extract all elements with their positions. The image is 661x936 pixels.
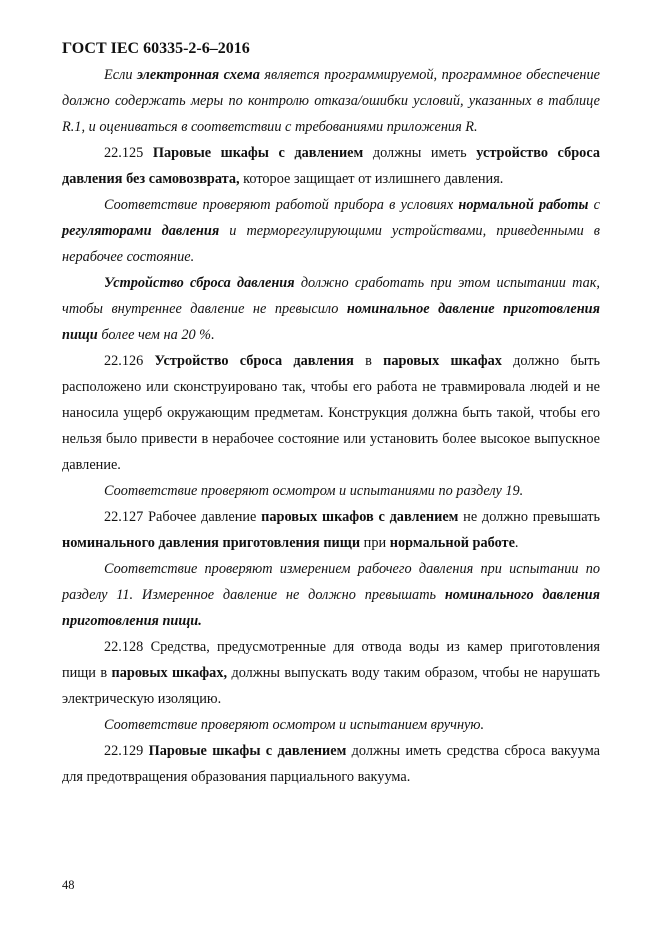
text-run: 22.127 Рабочее давление: [104, 509, 262, 525]
text-run: в: [353, 353, 384, 369]
text-run: Если: [104, 67, 137, 83]
text-run: 22.129: [104, 743, 149, 759]
text-run: должны иметь средства сброса вакуума для предотвращения образования парциального вакуума.: [62, 743, 600, 785]
text-run: и терморегулирующими устройствами, приведенными в нерабочее состояние.: [62, 223, 600, 265]
paragraph: [62, 140, 600, 192]
text-run: с: [588, 197, 601, 213]
text-run: 22.128 Средства, предусмотренные для отвода воды из камер приготовления пищи в: [62, 639, 600, 681]
paragraph: [62, 556, 600, 634]
text-run: Соответствие проверяют измерением рабочего давления при испытании по разделу 11. Измеренное давление не должно превышать: [62, 561, 600, 603]
bold-term: Устройство сброса давления: [104, 275, 295, 291]
text-run: является программируемой, программное обеспечение должно содержать меры по контролю отказа/ошибки условий, указанных в таблице R.1, и оцениваться в соответствии с требованиями приложения R.: [62, 67, 601, 135]
bold-term: номинального давления приготовления пищи: [62, 535, 361, 551]
bold-term: регуляторами давления: [62, 223, 220, 239]
bold-term: Паровые шкафы с давлением: [152, 145, 364, 161]
paragraph: [62, 738, 600, 790]
text-run: должно сработать при этом испытании так, чтобы внутреннее давление не превысило: [62, 275, 600, 317]
text-run: должны иметь: [363, 145, 477, 161]
paragraph: [62, 270, 600, 348]
bold-term: устройство сброса давления без самовозврата,: [62, 145, 600, 187]
document-body: [62, 62, 600, 790]
bold-term: номинального давления приготовления пищи.: [62, 587, 600, 629]
text-run: должны выпускать воду таким образом, чтобы не нарушать электрическую изоляцию.: [62, 665, 600, 707]
bold-term: нормальной работы: [458, 197, 589, 213]
text-run: Соответствие проверяют осмотром и испытанием вручную.: [104, 717, 485, 733]
text-run: более чем на 20 %.: [97, 327, 215, 343]
bold-term: паровых шкафах,: [111, 665, 228, 681]
bold-term: Паровые шкафы с давлением: [148, 743, 347, 759]
text-run: Соответствие проверяют работой прибора в условиях: [104, 197, 459, 213]
text-run: .: [514, 535, 519, 551]
page-number: 48: [62, 878, 75, 892]
bold-term: паровых шкафах: [383, 353, 502, 369]
bold-term: паровых шкафов с давлением: [261, 509, 459, 525]
bold-term: номинальное давление приготовления пищи: [62, 301, 600, 343]
text-run: 22.126: [104, 353, 155, 369]
bold-term: Устройство сброса давления: [154, 353, 354, 369]
bold-term: электронная схема: [136, 67, 260, 83]
text-run: Соответствие проверяют осмотром и испытаниями по разделу 19.: [104, 483, 524, 499]
text-run: 22.125: [104, 145, 153, 161]
paragraph: [62, 634, 600, 712]
text-run: должно быть расположено или сконструировано так, чтобы его работа не травмировала людей и не наносила ущерб окружающим предметам. Конструкция должна быть такой, чтобы его нельзя было привести в нерабочее состояние или установить более высокое выпускное давление.: [62, 353, 601, 473]
document-header: ГОСТ IEC 60335-2-6–2016: [62, 40, 250, 57]
paragraph: [62, 504, 600, 556]
bold-term: нормальной работе: [389, 535, 515, 551]
paragraph: [62, 62, 600, 140]
text-run: которое защищает от излишнего давления.: [239, 171, 504, 187]
paragraph: [62, 712, 600, 738]
paragraph: [62, 348, 600, 478]
text-run: при: [360, 535, 390, 551]
paragraph: [62, 478, 600, 504]
text-run: не должно превышать: [458, 509, 600, 525]
paragraph: [62, 192, 600, 270]
